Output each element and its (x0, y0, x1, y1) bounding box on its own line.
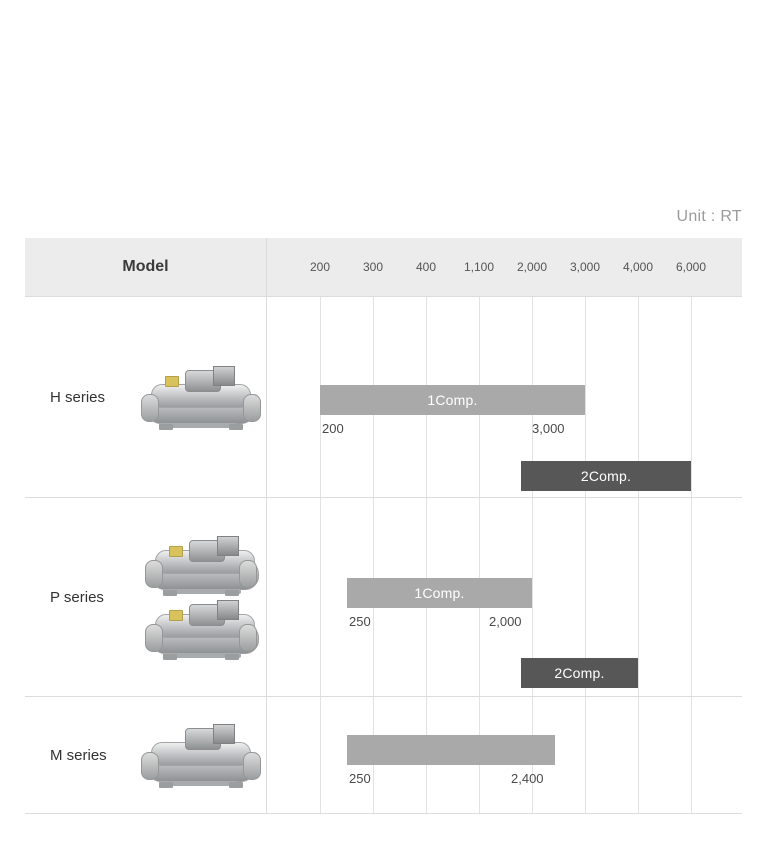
gridline (320, 498, 321, 696)
bar-p-1comp-start-label: 250 (349, 614, 371, 629)
axis-tick-0: 200 (309, 260, 331, 274)
model-range-chart (25, 238, 742, 814)
table-row-h-series (25, 297, 742, 498)
axis-tick-7: 6,000 (675, 260, 707, 274)
table-row-m-series (25, 697, 742, 814)
model-column-header: Model (25, 238, 267, 296)
series-name-p: P series (50, 588, 104, 606)
p-series-thumbnails (136, 536, 266, 658)
scale-header (267, 238, 742, 296)
axis-tick-3: 1,100 (463, 260, 495, 274)
bar-h-1comp-end-label: 3,000 (532, 421, 565, 436)
bar-m-range-start-label: 250 (349, 771, 371, 786)
axis-tick-5: 3,000 (569, 260, 601, 274)
gridline (638, 498, 639, 696)
axis-tick-2: 400 (415, 260, 437, 274)
bar-p-1comp-end-label: 2,000 (489, 614, 522, 629)
chiller-photo-m (141, 724, 261, 786)
unit-note: Unit : RT (676, 208, 742, 225)
axis-tick-6: 4,000 (622, 260, 654, 274)
m-series-label-cell (25, 697, 267, 813)
chiller-photo-p-1 (145, 536, 257, 594)
bar-h-1comp: 1Comp. (320, 385, 585, 415)
bar-m-range-end-label: 2,400 (511, 771, 544, 786)
gridline (691, 297, 692, 497)
gridline (585, 697, 586, 813)
bar-p-2comp: 2Comp. (521, 658, 638, 688)
axis-tick-4: 2,000 (516, 260, 548, 274)
gridline (638, 697, 639, 813)
h-series-label-cell (25, 297, 267, 497)
chiller-photo-p-2 (145, 600, 257, 658)
series-name-h: H series (50, 388, 106, 406)
bar-m-range (347, 735, 555, 765)
axis-tick-1: 300 (362, 260, 384, 274)
gridline (691, 697, 692, 813)
chart-header-row (25, 238, 742, 297)
table-row-p-series (25, 498, 742, 697)
p-series-label-cell (25, 498, 267, 696)
gridline (691, 498, 692, 696)
bar-p-1comp: 1Comp. (347, 578, 532, 608)
chiller-photo-h (141, 366, 261, 428)
h-series-thumbnails (136, 366, 266, 428)
series-name-m: M series (50, 746, 107, 764)
p-series-plot (267, 498, 742, 696)
h-series-plot (267, 297, 742, 497)
bar-h-1comp-start-label: 200 (322, 421, 344, 436)
m-series-plot (267, 697, 742, 813)
bar-h-2comp: 2Comp. (521, 461, 691, 491)
gridline (320, 697, 321, 813)
m-series-thumbnails (136, 724, 266, 786)
